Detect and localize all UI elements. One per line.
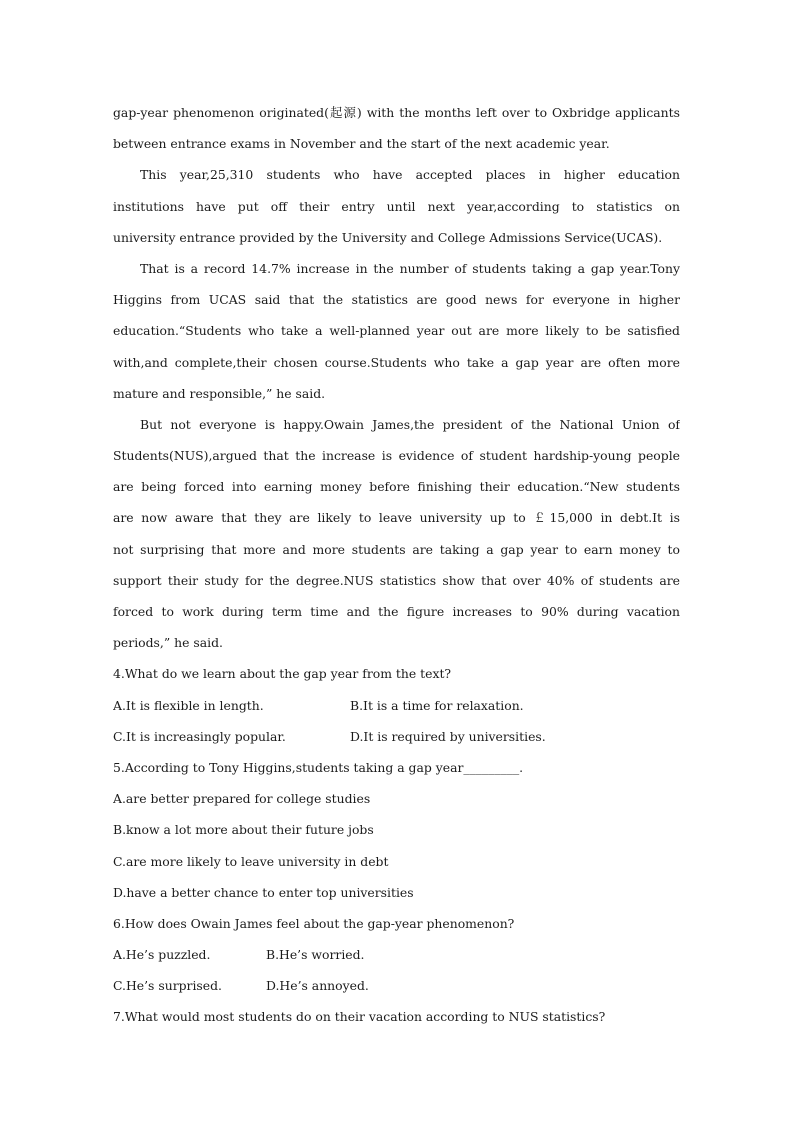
text-line: are being forced into earning money before finishing their education.“New students xyxy=(113,479,680,495)
question-stem: 5.According to Tony Higgins,students taking a gap year_________. xyxy=(113,759,524,775)
paragraph-3 xyxy=(113,253,680,409)
options-row xyxy=(113,939,680,970)
option-d: D.He’s annoyed. xyxy=(266,978,369,994)
option-b: B.know a lot more about their future jobs xyxy=(113,822,374,838)
text-line: institutions have put off their entry until next year,according to statistics on xyxy=(113,198,680,214)
text-line: between entrance exams in November and the start of the next academic year. xyxy=(113,136,610,152)
paragraph-1 xyxy=(113,97,680,159)
text-line: This year,25,310 students who have accepted places in higher education xyxy=(140,167,680,183)
document-page xyxy=(113,97,680,1033)
option-a: A.It is flexible in length. xyxy=(113,697,264,713)
text-line: forced to work during term time and the figure increases to 90% during vacation xyxy=(113,604,680,619)
option-c: C.are more likely to leave university in debt xyxy=(113,853,389,869)
question-stem: 4.What do we learn about the gap year from the text? xyxy=(113,666,452,682)
text-line: with,and complete,their chosen course.Students who take a gap year are often more xyxy=(113,354,680,370)
question-6 xyxy=(113,908,680,1002)
text-line: are now aware that they are likely to leave university up to ￡15,000 in debt.It is xyxy=(113,510,680,526)
paragraph-2 xyxy=(113,159,680,253)
option-c: C.He’s surprised. xyxy=(113,978,222,994)
question-5 xyxy=(113,752,680,908)
text-line: periods,” he said. xyxy=(113,635,223,651)
option-b: B.He’s worried. xyxy=(266,947,365,963)
option-a: A.are better prepared for college studies xyxy=(113,791,371,807)
text-line: But not everyone is happy.Owain James,the president of the National Union of xyxy=(140,416,680,432)
text-line: That is a record 14.7% increase in the number of students taking a gap year.Tony xyxy=(140,260,680,276)
options-row xyxy=(113,690,680,721)
options-row xyxy=(113,970,680,1001)
option-d: D.It is required by universities. xyxy=(350,728,546,744)
text-line: support their study for the degree.NUS statistics show that over 40% of students are xyxy=(113,572,680,588)
text-line: not surprising that more and more students are taking a gap year to earn money to xyxy=(113,541,680,557)
option-d: D.have a better chance to enter top universities xyxy=(113,884,414,900)
text-line: Students(NUS),argued that the increase is evidence of student hardship-young people xyxy=(113,448,680,464)
text-line: gap-year phenomenon originated(起源) with the months left over to Oxbridge applicants xyxy=(113,105,680,120)
text-line: mature and responsible,” he said. xyxy=(113,385,326,401)
option-c: C.It is increasingly popular. xyxy=(113,728,286,744)
question-4 xyxy=(113,658,680,752)
text-line: education.“Students who take a well-planned year out are more likely to be satisfied xyxy=(113,323,680,339)
options-row xyxy=(113,721,680,752)
text-line: Higgins from UCAS said that the statistics are good news for everyone in higher xyxy=(113,292,680,308)
question-stem: 7.What would most students do on their vacation according to NUS statistics? xyxy=(113,1009,606,1025)
option-b: B.It is a time for relaxation. xyxy=(350,697,524,713)
paragraph-4 xyxy=(113,409,680,659)
question-stem: 6.How does Owain James feel about the gap-year phenomenon? xyxy=(113,915,515,931)
question-7 xyxy=(113,1001,680,1032)
option-a: A.He’s puzzled. xyxy=(113,947,211,963)
text-line: university entrance provided by the University and College Admissions Service(UCAS). xyxy=(113,229,663,245)
